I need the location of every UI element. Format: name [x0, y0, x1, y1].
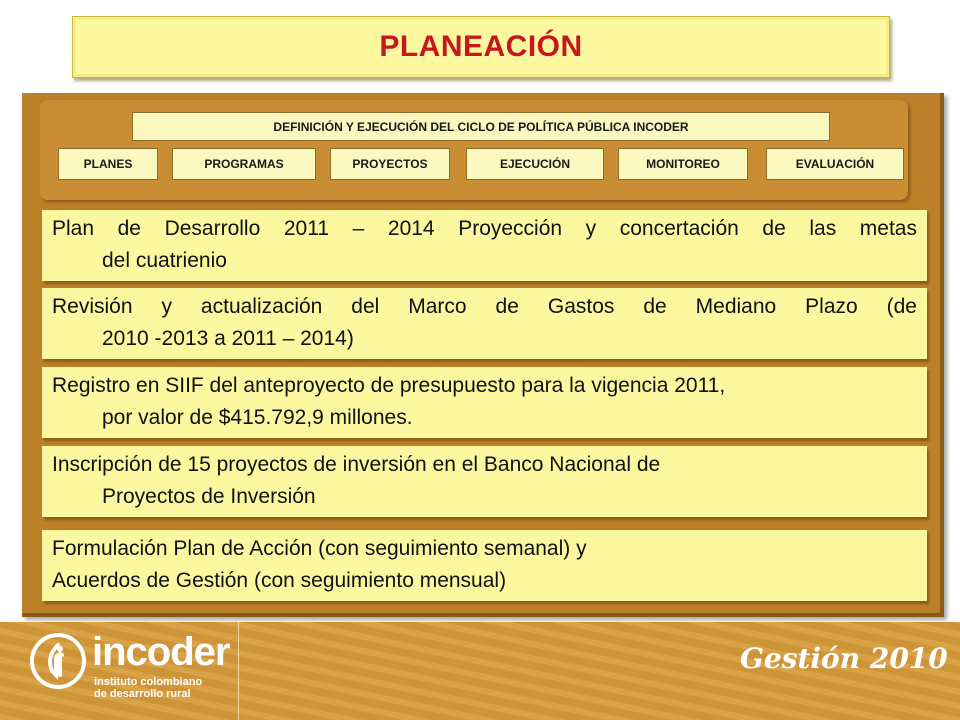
item-plan-desarrollo	[42, 210, 927, 281]
phase-monitoreo: MONITOREO	[618, 148, 748, 180]
page-title: PLANEACIÓN	[379, 30, 583, 63]
phase-programas: PROGRAMAS	[172, 148, 316, 180]
item-registro-siif	[42, 367, 927, 438]
phase-ejecucion: EJECUCIÓN	[466, 148, 604, 180]
item-line: Inscripción de 15 proyectos de inversión en el Banco Nacional de	[52, 453, 661, 476]
item-line: Registro en SIIF del anteproyecto de presupuesto para la vigencia 2011,	[52, 374, 726, 397]
item-inscripcion-proyectos	[42, 446, 927, 517]
item-line: Plan de Desarrollo 2011 – 2014 Proyección y concertación de las metas	[52, 217, 917, 240]
item-line: Proyectos de Inversión	[102, 484, 316, 508]
phase-planes: PLANES	[58, 148, 158, 180]
item-line: por valor de $415.792,9 millones.	[102, 405, 413, 429]
footer-tagline: Gestión 2010	[740, 642, 948, 675]
cycle-title: DEFINICIÓN Y EJECUCIÓN DEL CICLO DE POLÍTICA PÚBLICA INCODER	[132, 112, 830, 141]
item-line: del cuatrienio	[102, 248, 227, 272]
logo-wordmark: incoder	[92, 630, 230, 674]
item-line: 2010 -2013 a 2011 – 2014)	[102, 326, 354, 350]
item-plan-accion	[42, 530, 927, 601]
logo-subtitle	[94, 676, 202, 700]
item-line: Acuerdos de Gestión (con seguimiento mensual)	[52, 568, 507, 592]
footer-divider	[238, 622, 239, 720]
incoder-logo-icon	[30, 633, 86, 689]
phase-evaluacion: EVALUACIÓN	[766, 148, 904, 180]
logo-subtitle-line: de desarrollo rural	[94, 688, 191, 700]
logo-subtitle-line: instituto colombiano	[94, 676, 203, 688]
item-line: Formulación Plan de Acción (con seguimiento semanal) y	[52, 537, 587, 560]
title-box	[72, 16, 890, 78]
item-marco-gastos	[42, 288, 927, 359]
item-line: Revisión y actualización del Marco de Gastos de Mediano Plazo (de	[52, 295, 917, 318]
phase-proyectos: PROYECTOS	[330, 148, 450, 180]
